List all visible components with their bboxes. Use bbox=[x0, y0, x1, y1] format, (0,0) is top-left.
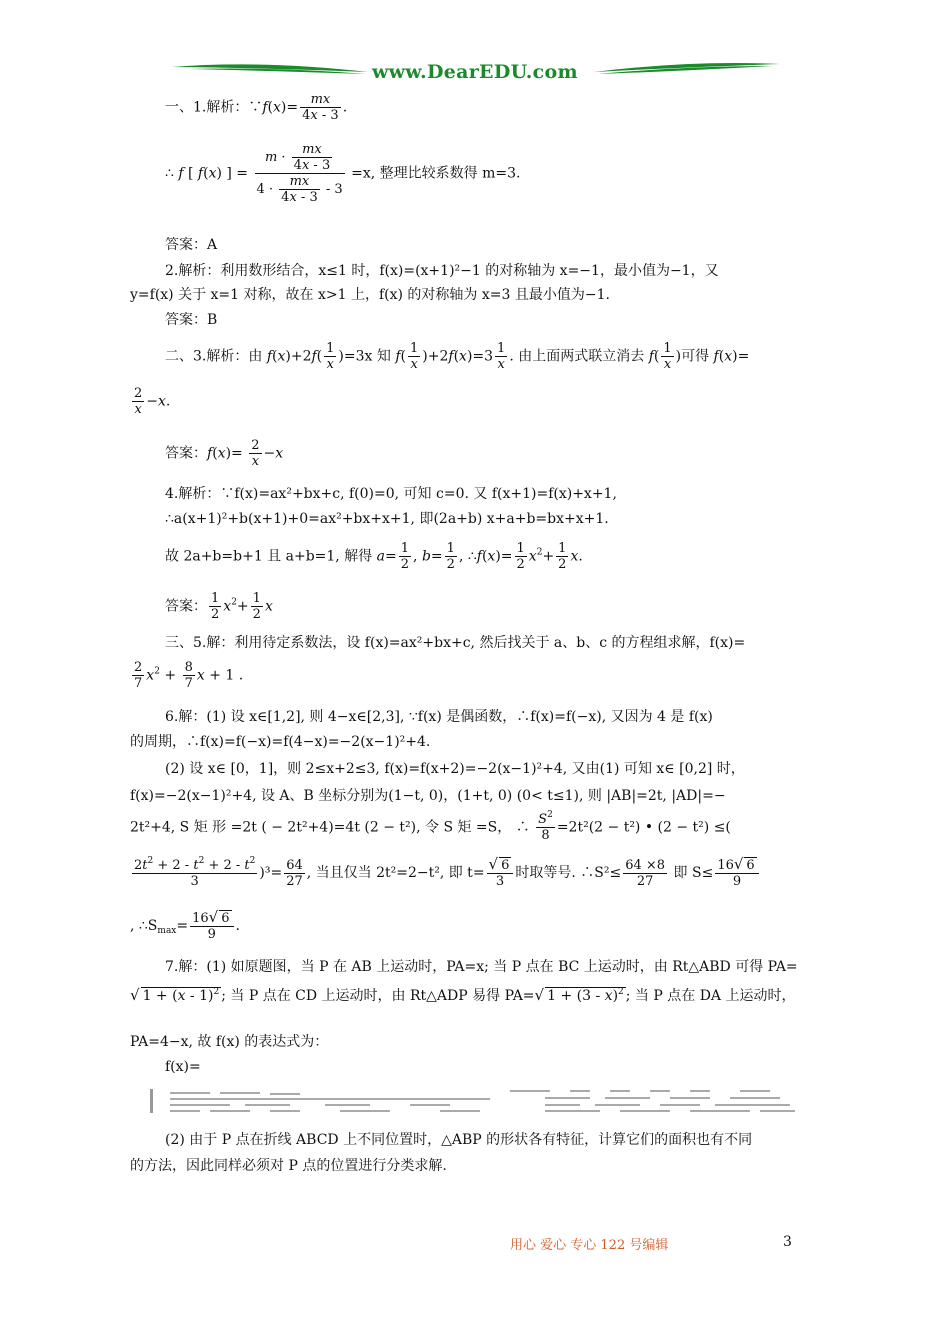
p1-line2: ∴ f [ f(x) ] = m · $\frac{mx}{4x - 3}$ 4 · $\frac{mx}{4x - 3}$ - 3 =x, 整理比较系数得 m=3. bbox=[165, 142, 521, 205]
p4-line3: 故 2a+b=b+1 且 a+b=1, 解得 a= $\frac{1}{2}$ , b= $\frac{1}{2}$ , ∴f(x)= $\frac{1}{2}$ $x^2+$ $\frac{1}{2}$ x. bbox=[165, 541, 583, 572]
p2-answer: 答案：B bbox=[165, 312, 218, 328]
p6-line6: $\frac{2t^2 + 2 - t^2 + 2 - t^2}{3}$ )³= $\frac{64}{27}$ , 当且仅当 2t²=2−t², 即 t= $\frac{√ 6}{3}$ 时取等号. ∴S²≤ $\frac{64 \times 8}{27}$ 即 S≤ $\frac{16√ 6}{9}$ bbox=[130, 857, 761, 889]
footer-slogan: 用心 爱心 专心 122 号编辑 bbox=[510, 1238, 669, 1253]
page-number: 3 bbox=[783, 1234, 792, 1250]
p3-line1: 二、3.解析：由 f(x)+2f( $\frac{1}{x}$ )=3x 知 f( $\frac{1}{x}$ )+2f(x)=3 $\frac{1}{x}$ . 由上面两式联立消去 f( $\frac{1}{x}$ )可得 f(x)= bbox=[165, 341, 750, 372]
p1-answer: 答案：A bbox=[165, 237, 218, 253]
header-swoosh-right bbox=[592, 58, 782, 80]
header-swoosh-left bbox=[170, 58, 370, 80]
p5-line1: 三、5.解：利用待定系数法，设 f(x)=ax²+bx+c, 然后找关于 a、b、c 的方程组求解，f(x)= bbox=[165, 635, 746, 651]
p6-line1: 6.解：(1) 设 x∈[1,2], 则 4−x∈[2,3], ∵f(x) 是偶函数，∴f(x)=f(−x), 又因为 4 是 f(x) bbox=[165, 709, 713, 725]
p3-answer: 答案：f(x)= $\frac{2}{x}$ −x bbox=[165, 438, 284, 469]
p4-answer: 答案： $\frac{1}{2}$ $x^2+$ $\frac{1}{2}$ x bbox=[165, 591, 273, 622]
piecewise-formula-image bbox=[150, 1086, 800, 1116]
p7-line1: 7.解：(1) 如原题图，当 P 在 AB 上运动时，PA=x; 当 P 点在 BC 上运动时，由 Rt△ABD 可得 PA= bbox=[165, 959, 798, 975]
p2-line1: 2.解析：利用数形结合，x≤1 时，f(x)=(x+1)²−1 的对称轴为 x=−1，最小值为−1，又 bbox=[165, 263, 719, 279]
p7-line2: √ 1 + (x - 1)$^2$ ; 当 P 点在 CD 上运动时，由 Rt△ADP 易得 PA=√ 1 + (3 - x)$^2$ ; 当 P 点在 DA 上运动时， bbox=[130, 986, 796, 1004]
p6-line4: f(x)=−2(x−1)²+4, 设 A、B 坐标分别为(1−t, 0)，(1+t, 0) (0< t≤1), 则 |AB|=2t, |AD|=− bbox=[130, 788, 726, 804]
p6-line7: , $\therefore S_{max}=$ $\frac{16√ 6}{9}$ . bbox=[130, 908, 240, 942]
p1-line1: 一、1.解析：∵f(x)= $\frac{mx}{4x - 3}$ . bbox=[165, 92, 348, 123]
site-banner[interactable]: www.DearEDU.com bbox=[372, 61, 578, 83]
p6-line3: (2) 设 x∈ [0，1]，则 2≤x+2≤3, f(x)=f(x+2)=−2(x−1)²+4, 又由(1) 可知 x∈ [0,2] 时， bbox=[165, 761, 745, 777]
p5-line2: $\frac{2}{7}$ $x^2$ + $\frac{8}{7}$ x + 1 . bbox=[134, 660, 244, 691]
p7-line3: PA=4−x, 故 f(x) 的表达式为： bbox=[130, 1034, 329, 1050]
p6-line5: 2t²+4, S 矩 形 =2t ( − 2t²+4)=4t (2 − t²), 令 S 矩 =S， ∴ $\frac{S^2}{8}$ =2t²(2 − t²) • (2 − t²) ≤( bbox=[130, 810, 731, 843]
p3-line2: $\frac{2}{x}$ −x. bbox=[134, 386, 171, 417]
p4-line1: 4.解析：∵f(x)=ax²+bx+c, f(0)=0, 可知 c=0. 又 f(x+1)=f(x)+x+1, bbox=[165, 486, 617, 502]
p7-line4: f(x)= bbox=[165, 1059, 201, 1075]
p6-line2: 的周期，∴f(x)=f(−x)=f(4−x)=−2(x−1)²+4. bbox=[130, 734, 431, 750]
p8-line2: 的方法，因此同样必须对 P 点的位置进行分类求解. bbox=[130, 1158, 447, 1174]
p4-line2: ∴a(x+1)²+b(x+1)+0=ax²+bx+x+1, 即(2a+b) x+a+b=bx+x+1. bbox=[165, 511, 609, 527]
p2-line2: y=f(x) 关于 x=1 对称，故在 x>1 上，f(x) 的对称轴为 x=3 且最小值为−1. bbox=[130, 287, 610, 303]
p8-line1: (2) 由于 P 点在折线 ABCD 上不同位置时，△ABP 的形状各有特征，计算它们的面积也有不同 bbox=[165, 1132, 753, 1148]
